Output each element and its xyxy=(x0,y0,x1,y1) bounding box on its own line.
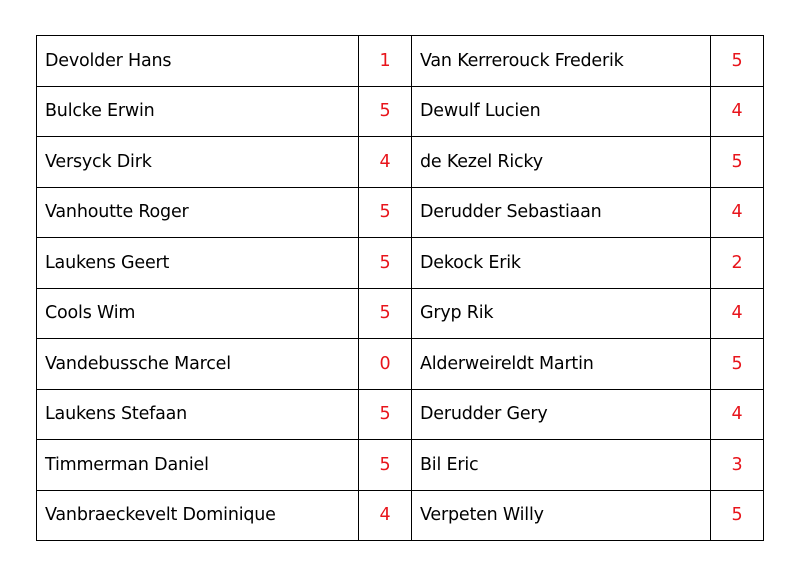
player-left-score: 5 xyxy=(359,187,412,238)
table-row xyxy=(37,339,764,390)
match-results-table xyxy=(36,35,764,541)
player-right-name: Derudder Sebastiaan xyxy=(412,187,711,238)
player-right-score: 2 xyxy=(711,238,764,289)
table-row xyxy=(37,36,764,87)
results-sheet xyxy=(36,35,763,530)
player-left-score: 5 xyxy=(359,238,412,289)
player-left-name: Vanhoutte Roger xyxy=(37,187,359,238)
player-left-name: Vanbraeckevelt Dominique xyxy=(37,490,359,541)
player-right-score: 5 xyxy=(711,339,764,390)
player-left-name: Devolder Hans xyxy=(37,36,359,87)
player-right-score: 4 xyxy=(711,187,764,238)
player-left-score: 4 xyxy=(359,490,412,541)
table-row xyxy=(37,389,764,440)
player-left-name: Vandebussche Marcel xyxy=(37,339,359,390)
player-left-score: 5 xyxy=(359,389,412,440)
table-row xyxy=(37,137,764,188)
player-right-name: Bil Eric xyxy=(412,440,711,491)
player-left-name: Timmerman Daniel xyxy=(37,440,359,491)
player-right-name: de Kezel Ricky xyxy=(412,137,711,188)
player-right-score: 5 xyxy=(711,137,764,188)
player-right-score: 5 xyxy=(711,490,764,541)
player-left-score: 5 xyxy=(359,86,412,137)
table-body xyxy=(37,36,764,541)
player-right-name: Dewulf Lucien xyxy=(412,86,711,137)
player-right-name: Derudder Gery xyxy=(412,389,711,440)
player-left-score: 4 xyxy=(359,137,412,188)
player-right-score: 5 xyxy=(711,36,764,87)
table-row xyxy=(37,440,764,491)
player-left-score: 0 xyxy=(359,339,412,390)
table-row xyxy=(37,86,764,137)
player-right-score: 4 xyxy=(711,288,764,339)
player-right-name: Verpeten Willy xyxy=(412,490,711,541)
player-right-name: Van Kerrerouck Frederik xyxy=(412,36,711,87)
player-right-name: Alderweireldt Martin xyxy=(412,339,711,390)
player-left-score: 5 xyxy=(359,440,412,491)
table-row xyxy=(37,490,764,541)
table-row xyxy=(37,187,764,238)
player-left-score: 5 xyxy=(359,288,412,339)
player-left-name: Versyck Dirk xyxy=(37,137,359,188)
player-right-name: Gryp Rik xyxy=(412,288,711,339)
player-left-name: Cools Wim xyxy=(37,288,359,339)
player-left-name: Bulcke Erwin xyxy=(37,86,359,137)
player-left-score: 1 xyxy=(359,36,412,87)
table-row xyxy=(37,238,764,289)
player-right-score: 4 xyxy=(711,86,764,137)
table-row xyxy=(37,288,764,339)
player-right-name: Dekock Erik xyxy=(412,238,711,289)
player-right-score: 3 xyxy=(711,440,764,491)
player-left-name: Laukens Geert xyxy=(37,238,359,289)
player-left-name: Laukens Stefaan xyxy=(37,389,359,440)
player-right-score: 4 xyxy=(711,389,764,440)
